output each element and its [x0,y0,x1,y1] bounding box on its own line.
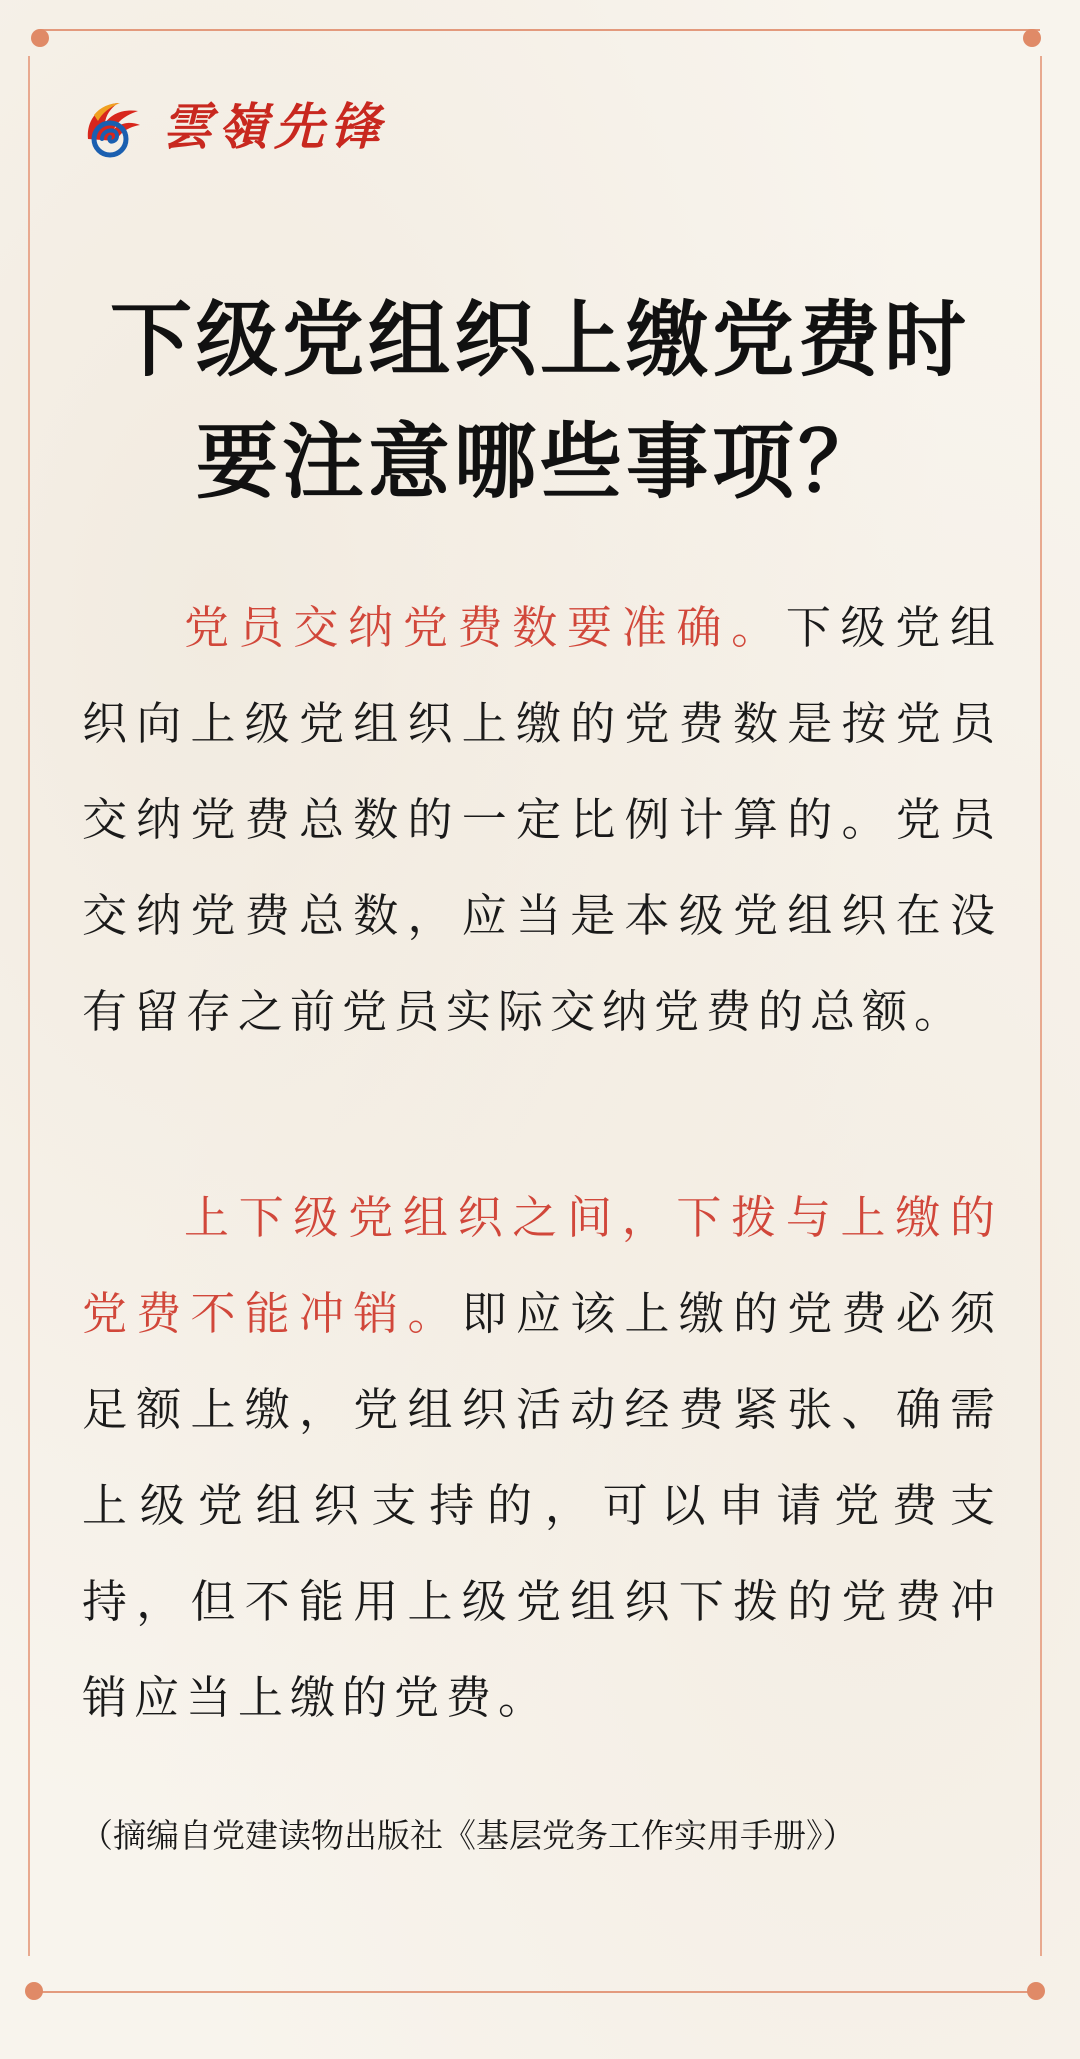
source-citation: （摘编自党建读物出版社《基层党务工作实用手册》） [80,1816,856,1855]
frame-corner-dot-top-left [31,29,49,47]
title-line-2: 要注意哪些事项？ [195,415,884,510]
paragraph-2-highlight: 上下级党组织之间，下拨与上缴的党费不能冲销。 [82,1191,1002,1340]
frame-right-line [1040,56,1042,1956]
paragraph-1 [82,580,1002,1060]
frame-left-line [28,56,30,1956]
title-line-1: 下级党组织上缴党费时 [109,293,970,388]
frame-bottom-line [40,1991,1040,1993]
frame-top-line [40,29,1040,31]
brand-name: 雲嶺先锋 [162,97,386,156]
paragraph-2 [82,1170,1002,1746]
yunling-pioneer-logo-icon [80,95,144,159]
frame-corner-dot-top-right [1023,29,1041,47]
paragraph-1-highlight: 党员交纳党费数要准确。 [184,601,786,654]
brand-logo [80,95,386,159]
paragraph-1-text: 下级党组织向上级党组织上缴的党费数是按党员交纳党费总数的一定比例计算的。党员交纳党费总数，应当是本级党组织在没有留存之前党员实际交纳党费的总额。 [82,601,1002,1038]
page-title [40,280,1040,524]
paragraph-2-text: 即应该上缴的党费必须足额上缴，党组织活动经费紧张、确需上级党组织支持的，可以申请党费支持，但不能用上级党组织下拨的党费冲销应当上缴的党费。 [82,1287,1002,1724]
frame-corner-dot-bottom-right [1027,1982,1045,2000]
frame-corner-dot-bottom-left [25,1982,43,2000]
